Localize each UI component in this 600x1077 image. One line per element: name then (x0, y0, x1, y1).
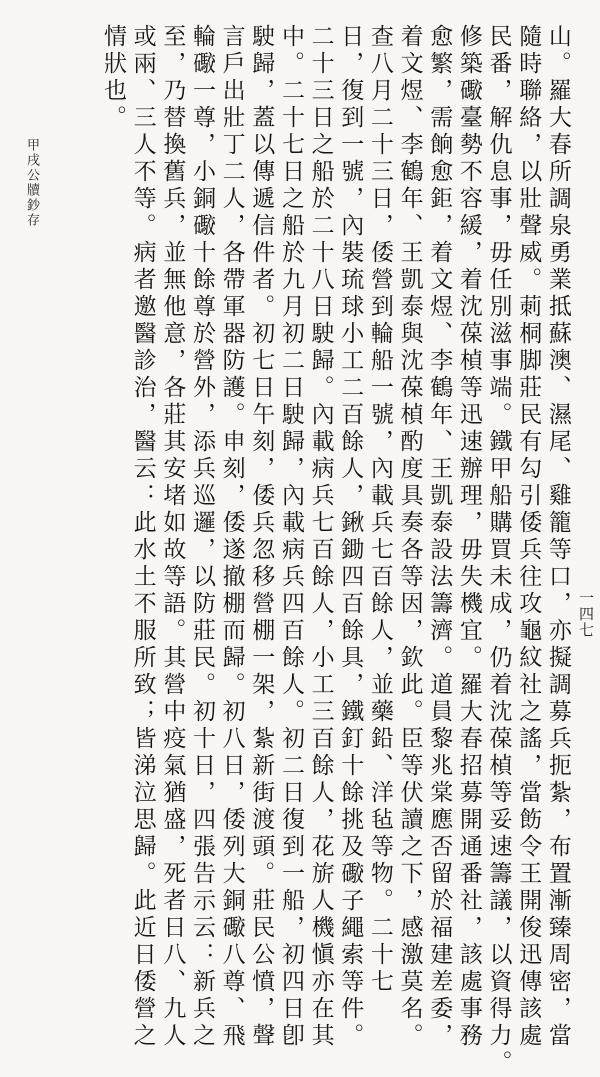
text-column: 駛歸，蓋以傳遞信件者。初七日午刻，倭兵忽移營棚一架，紮新街渡頭。莊民公憤，聲 (248, 24, 275, 1050)
text-column: 至，乃替換舊兵，並無他意，各莊其安堵如故等語。其營中疫氣猶盛，死者日八、九人 (159, 24, 186, 1050)
text-column: 中。二十七日之船於九月初二日駛歸，內載病兵四百餘人。初二日復到一船，初四日卽 (277, 24, 304, 1050)
body-text (100, 24, 571, 1077)
text-column: 言戶出壯丁二人，各帶軍器防護。申刻，倭遂撤棚而歸。初八日，倭列大銅礮八尊、飛 (218, 24, 245, 1050)
running-title: 甲戌公牘鈔存 (24, 138, 39, 228)
text-column: 日，復到一號，內裝琉球小工二百餘人，鍬鋤四百餘具，鐵釘十餘挑及礮子繩索等件。 (337, 24, 364, 1050)
text-column: 或兩、三人不等。病者邀醫診治，醫云：此水土不服所致；皆涕泣思歸。此近日倭營之 (129, 24, 156, 1050)
text-column: 愈繁，需餉愈鉅，着文煜、李鶴年、王凱泰設法籌濟。道員黎兆棠應否留於福建差委， (426, 24, 453, 1050)
text-column: 情狀也。 (100, 24, 126, 132)
text-column: 民番，解仇息事，毋任別滋事端。鐵甲船購買未成，仍着沈葆楨等妥速籌議，以資得力。 (485, 24, 512, 1077)
text-column: 隨時聯絡，以壯聲威。莿桐脚莊民有勾引倭兵往攻龜紋社之謠，當飭令王開俊迅傳該處 (515, 24, 542, 1050)
text-column: 輪礮一尊，小銅礮十餘尊於營外，添兵巡邏，以防莊民。初十日，四張告示云：新兵之 (188, 24, 215, 1050)
page-number: 一四七 (577, 590, 595, 638)
text-column: 修築礮臺勢不容緩，着沈葆楨等迅速辦理，毋失機宜。羅大春招募開通番社，該處事務 (455, 24, 482, 1050)
text-column: 山。羅大春所調泉勇業抵蘇澳、濕尾、雞籠等口，亦擬調募兵扼紮，布置漸臻周密，當 (544, 24, 571, 1050)
text-column: 查八月二十三日，倭營到輪船一號，內載兵七百餘人，並藥鉛、洋毡等物。二十七 (366, 24, 393, 996)
text-column: 着文煜、李鶴年、王凱泰與沈葆楨酌度具奏各等因，欽此。臣等伏讀之下，感激莫名。 (396, 24, 423, 1050)
text-column: 二十三日之船於二十八日駛歸。內載病兵七百餘人，小工三百餘人，花旂人機愼亦在其 (307, 24, 334, 1050)
